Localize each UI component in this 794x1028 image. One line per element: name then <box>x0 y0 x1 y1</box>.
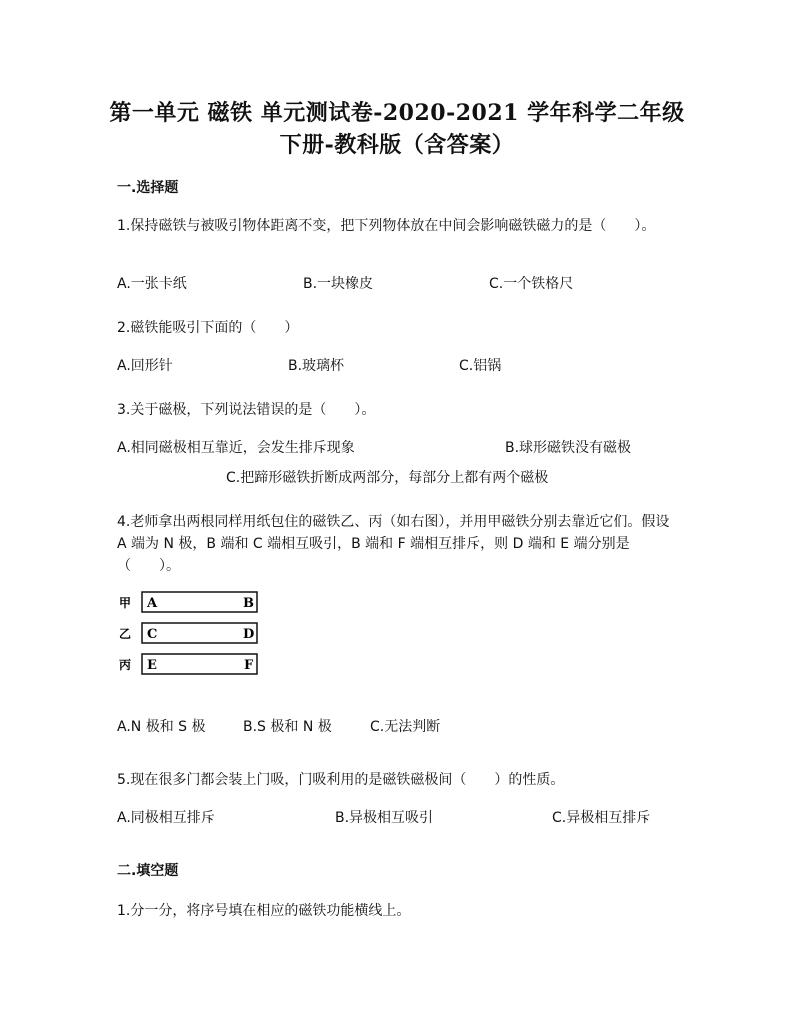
magnet-bing-label: 丙 <box>119 658 132 672</box>
magnet-bing-bar <box>142 654 257 674</box>
magnet-jia-label: 甲 <box>119 596 132 610</box>
question-1-option-a: A.一张卡纸 <box>117 276 187 292</box>
magnet-yi-bar <box>142 623 257 643</box>
magnet-jia-end-b: B <box>243 596 254 611</box>
question-4-option-b: B.S 极和 N 极 <box>243 719 332 735</box>
question-5-option-c: C.异极相互排斥 <box>552 810 651 826</box>
page-title-line-2: 下册-教科版（含答案） <box>279 132 515 158</box>
question-1-stem: 1.保持磁铁与被吸引物体距离不变，把下列物体放在中间会影响磁铁磁力的是（ ）。 <box>117 218 656 234</box>
question-3-option-a: A.相同磁极相互靠近，会发生排斥现象 <box>117 440 355 456</box>
question-2-stem: 2.磁铁能吸引下面的（ ） <box>117 320 299 336</box>
magnet-bing-end-e: E <box>147 658 157 673</box>
magnet-yi-end-c: C <box>147 627 158 642</box>
question-3-option-c: C.把蹄形磁铁折断成两部分，每部分上都有两个磁极 <box>226 470 549 486</box>
question-5-option-b: B.异极相互吸引 <box>335 810 434 826</box>
magnet-jia-bar <box>142 592 257 612</box>
question-2-option-a: A.回形针 <box>117 358 173 374</box>
question-3-stem: 3.关于磁极，下列说法错误的是（ ）。 <box>117 402 376 418</box>
question-5-option-a: A.同极相互排斥 <box>117 810 215 826</box>
question-2-option-c: C.铝锅 <box>459 358 502 374</box>
question-1-option-b: B.一块橡皮 <box>303 276 374 292</box>
magnet-bing-end-f: F <box>244 658 254 673</box>
question-2-option-b: B.玻璃杯 <box>288 358 345 374</box>
question-4-option-c: C.无法判断 <box>370 719 441 735</box>
question-1-option-c: C.一个铁格尺 <box>489 276 574 292</box>
question-3-option-b: B.球形磁铁没有磁极 <box>505 440 632 456</box>
magnets-diagram-svg <box>117 590 267 680</box>
question-4-stem: 4.老师拿出两根同样用纸包住的磁铁乙、丙（如右图），并用甲磁铁分别去靠近它们。假设 A 端为 N 极，B 端和 C 端相互吸引，B 端和 F 端相互排斥，则 D 端和 E 端分别是（ ）。 <box>117 514 670 574</box>
question-5-stem: 5.现在很多门都会装上门吸，门吸利用的是磁铁磁极间（ ）的性质。 <box>117 772 565 788</box>
section-heading-fill: 二.填空题 <box>117 863 179 879</box>
section-heading-choice: 一.选择题 <box>117 180 179 196</box>
magnet-jia-end-a: A <box>147 596 158 611</box>
magnets-diagram <box>117 590 267 680</box>
fill-question-1-stem: 1.分一分，将序号填在相应的磁铁功能横线上。 <box>117 903 411 919</box>
page-title-line-1: 第一单元 磁铁 单元测试卷-2020-2021 学年科学二年级 <box>109 100 685 126</box>
question-4-option-a: A.N 极和 S 极 <box>117 719 206 735</box>
magnet-yi-label: 乙 <box>119 627 132 641</box>
magnet-yi-end-d: D <box>243 627 255 642</box>
